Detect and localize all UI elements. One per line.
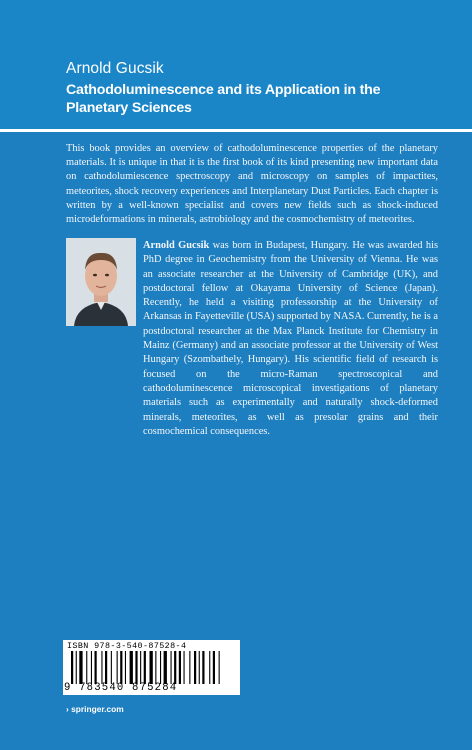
barcode-bar	[164, 651, 167, 684]
barcode-bar	[111, 651, 112, 684]
barcode-bar	[184, 651, 185, 684]
barcode-bar	[105, 651, 107, 684]
barcode-bar	[171, 651, 172, 684]
barcode-bar	[202, 651, 204, 684]
barcode-bar	[150, 651, 153, 684]
author-photo	[66, 238, 136, 326]
barcode-bar	[125, 651, 126, 684]
isbn-label: ISBN 978-3-540-87528-4	[67, 641, 187, 651]
barcode-bars	[71, 651, 233, 684]
barcode-bar	[219, 651, 220, 684]
barcode-bar	[199, 651, 200, 684]
barcode-bar	[76, 651, 77, 684]
cover-header	[0, 0, 472, 128]
barcode-bar	[209, 651, 210, 684]
barcode-bar	[117, 651, 118, 684]
barcode-bar	[71, 651, 73, 684]
author-bio	[143, 239, 438, 439]
barcode-bar	[135, 651, 137, 684]
barcode-bar	[101, 651, 102, 684]
barcode-bar	[95, 651, 97, 684]
barcode-bar	[86, 651, 87, 684]
barcode-bar	[213, 651, 215, 684]
barcode-bar	[179, 651, 181, 684]
barcode-bar	[120, 651, 122, 684]
barcode-bar	[79, 651, 82, 684]
bio-text: was born in Budapest, Hungary. He was awarded his PhD degree in Geochemistry from the University of Vienna. He was an associate researcher at the University of Cambridge (UK), and postdoctoral fellow at Okayama University of Science (Japan). Recently, he held a visiting professorship at the University of Arkansas in Fayetteville (USA) supported by NASA. Currently, he is a postdoctoral researcher at the Max Planck Institute for Chemistry in Mainz (Germany) and an associate professor at the University of West Hungary (Szombathely, Hungary). His scientific field of research is focused on the micro-Raman spectroscopical and cathodoluminescence microscopical investigations of planetary materials such as experimentally and naturally shock-deformed minerals, meteorites, as well as presolar grains and their cosmochemical consequences.	[143, 240, 438, 437]
book-description: This book provides an overview of cathodoluminescence properties of the planetary materials. It is unique in that it is the first book of its kind presenting new important data on cathodolumiescence spectroscopy and microscopy on samples of impactites, meteorites, shock recovery experiences and Interplanetary Dust Particles. Each chapter is written by a well-known specialist and covers new fields such as shock-induced microdeformations in minerals, astrobiology and the cosmochemistry of meteorites.	[66, 143, 438, 226]
barcode-bar	[160, 651, 161, 684]
book-title: Cathodoluminescence and its Application in the Planetary Sciences	[66, 82, 381, 116]
barcode	[63, 640, 240, 695]
barcode-bar	[174, 651, 176, 684]
author-portrait-image	[66, 238, 136, 326]
barcode-bar	[189, 651, 190, 684]
barcode-bar	[140, 651, 141, 684]
barcode-bar	[130, 651, 133, 684]
barcode-bar	[144, 651, 146, 684]
ean-digits: 9 783540 875284	[64, 682, 178, 694]
barcode-bar	[155, 651, 156, 684]
barcode-bar	[194, 651, 196, 684]
barcode-bar	[91, 651, 92, 684]
author-name: Arnold Gucsik	[66, 60, 164, 77]
publisher-url: › springer.com	[66, 704, 124, 714]
bio-author-name: Arnold Gucsik	[143, 240, 210, 251]
